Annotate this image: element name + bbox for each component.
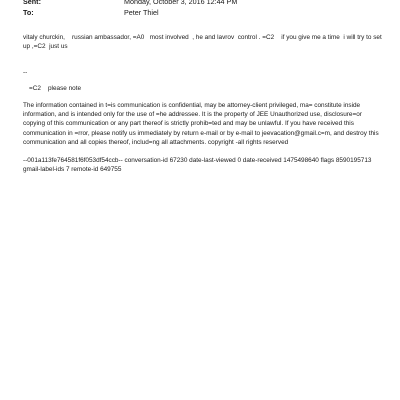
confidentiality-notice: The information contained in t=is communication is confidential, may be attorney-client privileged, ma= constitute inside information, and is intended only for the use of =he addressee. It is the property of JEE Unauthorized use, disclosure=or copying of this communication or any part thereof is strictly prohib=ted and may be unlawful. If you have received this communication in =rror, please notify us immediately by return e-mail or by e-mail to jeevacation@gmail.c=m, and destroy this communication and all copies thereof, includ=ng all attachments. copyright -all rights reserved xyxy=(23,101,381,147)
sent-label: Sent: xyxy=(23,0,41,6)
email-body xyxy=(23,33,385,174)
to-label: To: xyxy=(23,8,34,17)
note-line: =C2 please note xyxy=(29,85,82,93)
message-text: vitaly churckin, russian ambassador, =A0 most involved , he and lavrov control . =C2 if you give me a time i will try to set up ,=C2 just us xyxy=(23,34,384,51)
email-header xyxy=(23,0,383,18)
to-row xyxy=(23,7,383,18)
to-value: Peter Thiel xyxy=(124,8,159,17)
signature-separator: -- xyxy=(23,68,28,76)
sent-row xyxy=(23,0,383,7)
message-metadata: --001a113fe764581f6f053df54ccb-- conversation-id 67230 date-last-viewed 0 date-received 1475498640 flags 8590195713 gmail-label-ids 7 remote-id 649755 xyxy=(23,156,374,174)
sent-value: Monday, October 3, 2016 12:44 PM xyxy=(124,0,238,6)
